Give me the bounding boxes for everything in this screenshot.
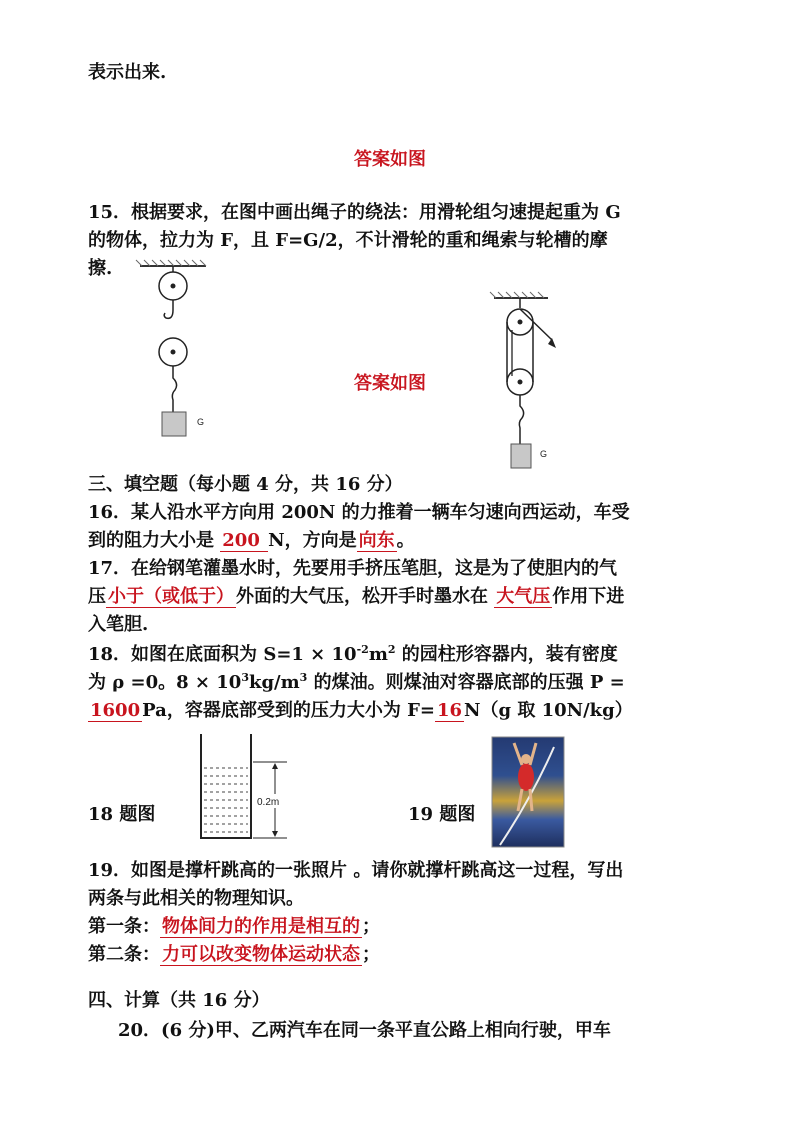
- q18-exp4: 3: [299, 671, 308, 684]
- q19-item1: [88, 914, 380, 940]
- container-diagram: [195, 732, 305, 842]
- q20-line1: 20．(6 分)甲、乙两汽车在同一条平直公路上相向行驶，甲车: [118, 1020, 611, 1041]
- q18-answer2: 16: [436, 700, 463, 721]
- q17-line2-mid: 外面的大气压，松开手时墨水在: [236, 586, 495, 607]
- q17-line2-post: 作用下进: [552, 586, 625, 607]
- fig19-label: 19 题图: [408, 804, 476, 825]
- q17-answer2: 大气压: [496, 586, 551, 607]
- q15-line1: 15．根据要求，在图中画出绳子的绕法：用滑轮组匀速提起重为 G: [88, 202, 621, 223]
- q18-line3-mid: Pa，容器底部受到的压力大小为 F=: [142, 700, 435, 721]
- q18-exp3: 3: [241, 671, 249, 684]
- weight-label-right: G: [540, 449, 548, 459]
- top-line: 表示出来.: [88, 62, 167, 83]
- q19-line2: 两条与此相关的物理知识。: [88, 888, 304, 909]
- q16-answer2: 向东: [358, 530, 395, 551]
- q18-line2: [88, 670, 625, 696]
- section4-title: 四、计算（共 16 分）: [88, 990, 270, 1011]
- fig18-label: 18 题图: [88, 804, 156, 825]
- q15-answer-note: 答案如图: [354, 373, 426, 394]
- q19-item1-answer: 物体间力的作用是相互的: [162, 916, 360, 937]
- q18-line3: [88, 698, 633, 724]
- q15-line2: 的物体，拉力为 F，且 F=G/2，不计滑轮的重和绳索与轮槽的摩: [88, 230, 608, 251]
- q18-answer1: 1600: [90, 700, 141, 721]
- q18-line2-pre: 为 ρ =0。8 × 10: [88, 672, 242, 693]
- height-label: 0.2m: [257, 797, 280, 808]
- q19-item2: [88, 942, 380, 968]
- q19-item1-end: ；: [362, 916, 380, 937]
- q16-line2-post: 。: [396, 530, 415, 551]
- q15-line3: 擦.: [88, 258, 113, 279]
- q16-answer1: 200: [222, 530, 267, 551]
- q19-line1: 19．如图是撑杆跳高的一张照片 。请你就撑杆跳高这一过程，写出: [88, 860, 624, 881]
- answer-note: 答案如图: [354, 149, 426, 170]
- pulley-diagram-question: [130, 258, 250, 448]
- weight-label-left: G: [197, 417, 205, 427]
- q18-exp1: -2: [356, 643, 369, 656]
- q19-item1-label: 第一条：: [88, 916, 160, 937]
- q18-exp2: 2: [387, 643, 396, 656]
- q16-line1: 16．某人沿水平方向用 200N 的力推着一辆车匀速向西运动，车受: [88, 502, 630, 523]
- pulley-diagram-answer: [480, 292, 580, 474]
- pole-vault-photo: [492, 737, 564, 847]
- q19-item2-end: ；: [362, 944, 380, 965]
- q18-line1: [88, 642, 618, 668]
- q17-line3: 入笔胆.: [88, 614, 149, 635]
- q19-item2-label: 第二条：: [88, 944, 160, 965]
- q18-line2-post: 的煤油。则煤油对容器底部的压强 P =: [307, 672, 625, 693]
- q16-line2-pre: 到的阻力大小是: [88, 530, 221, 551]
- q17-line2-pre: 压: [88, 586, 106, 607]
- q18-line1-mid: m: [368, 644, 388, 665]
- q17-line2: [88, 584, 624, 610]
- q18-line1-pre: 18．如图在底面积为 S=1 × 10: [88, 644, 357, 665]
- q16-line2: [88, 528, 415, 554]
- q18-line3-post: N（g 取 10N/kg）: [464, 700, 633, 721]
- q18-line2-mid: kg/m: [248, 672, 300, 693]
- q16-line2-mid: N，方向是: [268, 530, 357, 551]
- q18-line1-post: 的园柱形容器内，装有密度: [395, 644, 618, 665]
- q17-answer1: 小于（或低于）: [108, 586, 234, 607]
- section3-title: 三、填空题（每小题 4 分，共 16 分）: [88, 474, 403, 495]
- q19-item2-answer: 力可以改变物体运动状态: [162, 944, 360, 965]
- q17-line1: 17．在给钢笔灌墨水时，先要用手挤压笔胆，这是为了使胆内的气: [88, 558, 618, 579]
